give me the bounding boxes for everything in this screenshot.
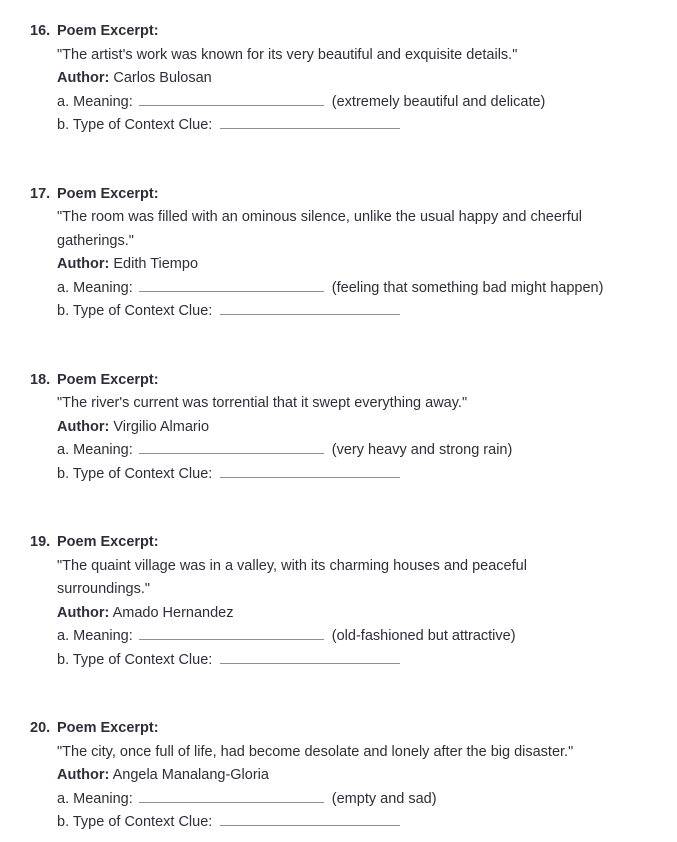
question-item-16 — [30, 20, 663, 138]
author-name: Edith Tiempo — [113, 256, 199, 272]
quote-line: "The artist's work was known for its very beautiful and exquisite details." — [57, 46, 518, 63]
meaning-blank — [139, 791, 324, 803]
question-number: 19. — [30, 534, 51, 550]
author-name: Virgilio Almario — [113, 418, 210, 435]
type-clue-label: b. Type of Context Clue: — [57, 465, 213, 482]
type-clue-label: b. Type of Context Clue: — [57, 814, 213, 830]
section-label: Poem Excerpt: — [57, 720, 159, 736]
quote-line: "The room was filled with an ominous silence, unlike the usual happy and cheerful — [57, 209, 583, 225]
meaning-hint: (old-fashioned but attractive) — [331, 628, 516, 644]
meaning-label: a. Meaning: — [57, 279, 133, 296]
author-label: Author: — [57, 70, 110, 86]
question-item-20 — [30, 717, 663, 835]
meaning-hint: (feeling that something bad might happen) — [331, 279, 604, 296]
type-clue-blank — [220, 466, 400, 478]
meaning-label: a. Meaning: — [57, 628, 133, 644]
section-label: Poem Excerpt: — [57, 185, 159, 202]
meaning-blank — [139, 628, 324, 640]
quote-line: surroundings." — [57, 581, 151, 597]
section-label: Poem Excerpt: — [57, 534, 159, 550]
meaning-blank — [139, 442, 324, 454]
question-item-18 — [30, 369, 663, 487]
question-item-17 — [30, 183, 663, 324]
author-name: Amado Hernandez — [112, 604, 234, 621]
meaning-hint: (empty and sad) — [331, 790, 437, 807]
author-label: Author: — [57, 418, 110, 435]
quote-line: "The river's current was torrential that it swept everything away." — [57, 395, 468, 411]
question-item-19 — [30, 531, 663, 672]
meaning-blank — [139, 280, 324, 292]
section-label: Poem Excerpt: — [57, 23, 159, 39]
quote-line: "The quaint village was in a valley, with its charming houses and peaceful — [57, 557, 527, 574]
question-number: 16. — [30, 23, 51, 39]
question-number: 18. — [30, 371, 51, 388]
type-clue-blank — [220, 652, 400, 664]
author-label: Author: — [57, 604, 110, 621]
meaning-label: a. Meaning: — [57, 93, 133, 110]
type-clue-label: b. Type of Context Clue: — [57, 651, 213, 668]
meaning-blank — [139, 94, 324, 106]
question-number: 20. — [30, 720, 51, 736]
type-clue-label: b. Type of Context Clue: — [57, 117, 213, 133]
author-label: Author: — [57, 256, 110, 272]
type-clue-blank — [220, 814, 400, 826]
meaning-hint: (very heavy and strong rain) — [331, 442, 513, 458]
question-number: 17. — [30, 185, 51, 202]
type-clue-label: b. Type of Context Clue: — [57, 303, 213, 319]
section-label: Poem Excerpt: — [57, 371, 159, 388]
meaning-label: a. Meaning: — [57, 442, 133, 458]
author-label: Author: — [57, 767, 110, 783]
quote-line: gatherings." — [57, 232, 134, 249]
author-name: Carlos Bulosan — [113, 70, 212, 86]
type-clue-blank — [220, 117, 400, 129]
meaning-label: a. Meaning: — [57, 790, 133, 807]
author-name: Angela Manalang-Gloria — [112, 767, 269, 783]
quote-line: "The city, once full of life, had become desolate and lonely after the big disaster." — [57, 743, 574, 760]
type-clue-blank — [220, 303, 400, 315]
meaning-hint: (extremely beautiful and delicate) — [331, 93, 546, 110]
